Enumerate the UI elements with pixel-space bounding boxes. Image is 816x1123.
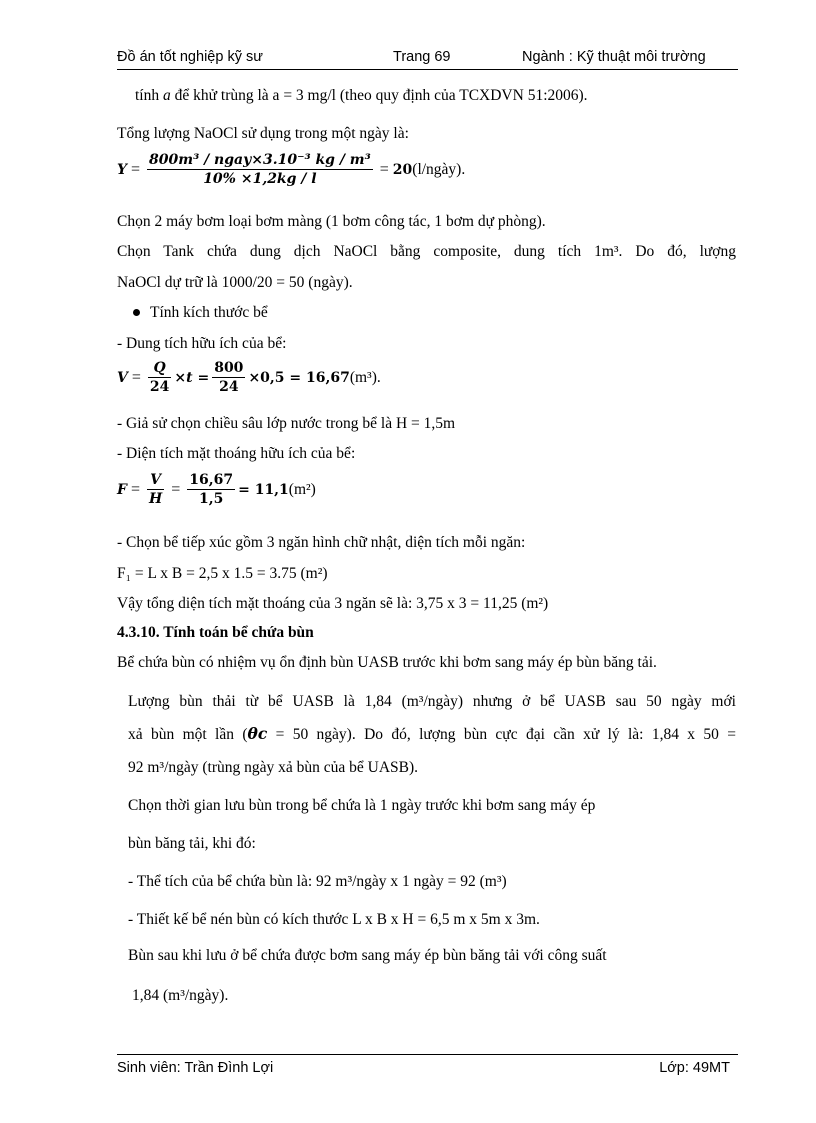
text-line: - Chọn bể tiếp xúc gồm 3 ngăn hình chữ nhật, diện tích mỗi ngăn: [117, 534, 526, 551]
section-heading: 4.3.10. Tính toán bể chứa bùn [117, 624, 314, 641]
page-footer [117, 1054, 738, 1079]
bullet-icon [133, 309, 140, 316]
theta-symbol: θc [247, 724, 268, 743]
text-line: - Dung tích hữu ích của bể: [117, 335, 287, 352]
text-line: Lượng bùn thải từ bể UASB là 1,84 (m³/ngày) nhưng ở bể UASB sau 50 ngày mới [128, 693, 736, 710]
bullet-item: Tính kích thước bể [133, 303, 268, 323]
text-line: bùn băng tải, khi đó: [128, 835, 256, 852]
text-line: NaOCl dự trữ là 1000/20 = 50 (ngày). [117, 274, 353, 291]
text-line: - Diện tích mặt thoáng hữu ích của bể: [117, 445, 356, 462]
equation-naocl: Y = $\frac{\text{800m³ / ngay×3.10⁻³ kg / m³}}{10\% \times 1,2kg / l}$ = 20 (l/ngày). [117, 152, 466, 187]
text-line: Bể chứa bùn có nhiệm vụ ổn định bùn UASB trước khi bơm sang máy ép bùn băng tải. [117, 654, 657, 671]
header-page-number: Trang 69 [393, 49, 451, 65]
text-line: Chọn 2 máy bơm loại bơm màng (1 bơm công tác, 1 bơm dự phòng). [117, 213, 546, 230]
text-line: Tổng lượng NaOCl sử dụng trong một ngày là: [117, 125, 409, 142]
text-line: tính a để khử trùng là a = 3 mg/l (theo quy định của TCXDVN 51:2006). [135, 87, 588, 104]
text-line: Chọn Tank chứa dung dịch NaOCl bằng composite, dung tích 1m³. Do đó, lượng [117, 243, 736, 260]
header-major: Ngành : Kỹ thuật môi trường [522, 49, 706, 65]
equation-volume: V = $\frac{Q}{24}$ ×t = $\frac{800}{24}$ ×0,5 = 16,67 (m³). [117, 360, 381, 395]
text-line: xả bùn một lần (θc = 50 ngày). Do đó, lượng bùn cực đại cần xử lý là: 1,84 x 50 = [128, 724, 736, 743]
text-line: 1,84 (m³/ngày). [132, 987, 229, 1004]
footer-class: Lớp: 49MT [659, 1060, 730, 1076]
equation-area: F = $\frac{V}{H}$ = $\frac{16,67}{1,5}$ = 11,1 (m²) [117, 472, 316, 507]
text-line: - Giả sử chọn chiều sâu lớp nước trong bể là H = 1,5m [117, 415, 456, 432]
text-line: - Thể tích của bể chứa bùn là: 92 m³/ngày x 1 ngày = 92 (m³) [128, 873, 507, 890]
header-document-title: Đồ án tốt nghiệp kỹ sư [117, 49, 263, 65]
text-line: 92 m³/ngày (trùng ngày xả bùn của bể UASB). [128, 759, 419, 776]
footer-student: Sinh viên: Trần Đình Lợi [117, 1060, 274, 1076]
text-line: Bùn sau khi lưu ở bể chứa được bơm sang máy ép bùn băng tải với công suất [128, 947, 607, 964]
text-line: - Thiết kế bể nén bùn có kích thước L x B x H = 6,5 m x 5m x 3m. [128, 911, 540, 928]
text-line: F₁ = L x B = 2,5 x 1.5 = 3.75 (m²) [117, 565, 328, 582]
text-line: Chọn thời gian lưu bùn trong bể chứa là 1 ngày trước khi bơm sang máy ép [128, 797, 596, 814]
text-line: Vậy tổng diện tích mặt thoáng của 3 ngăn sẽ là: 3,75 x 3 = 11,25 (m²) [117, 595, 549, 612]
page-header [117, 47, 738, 70]
